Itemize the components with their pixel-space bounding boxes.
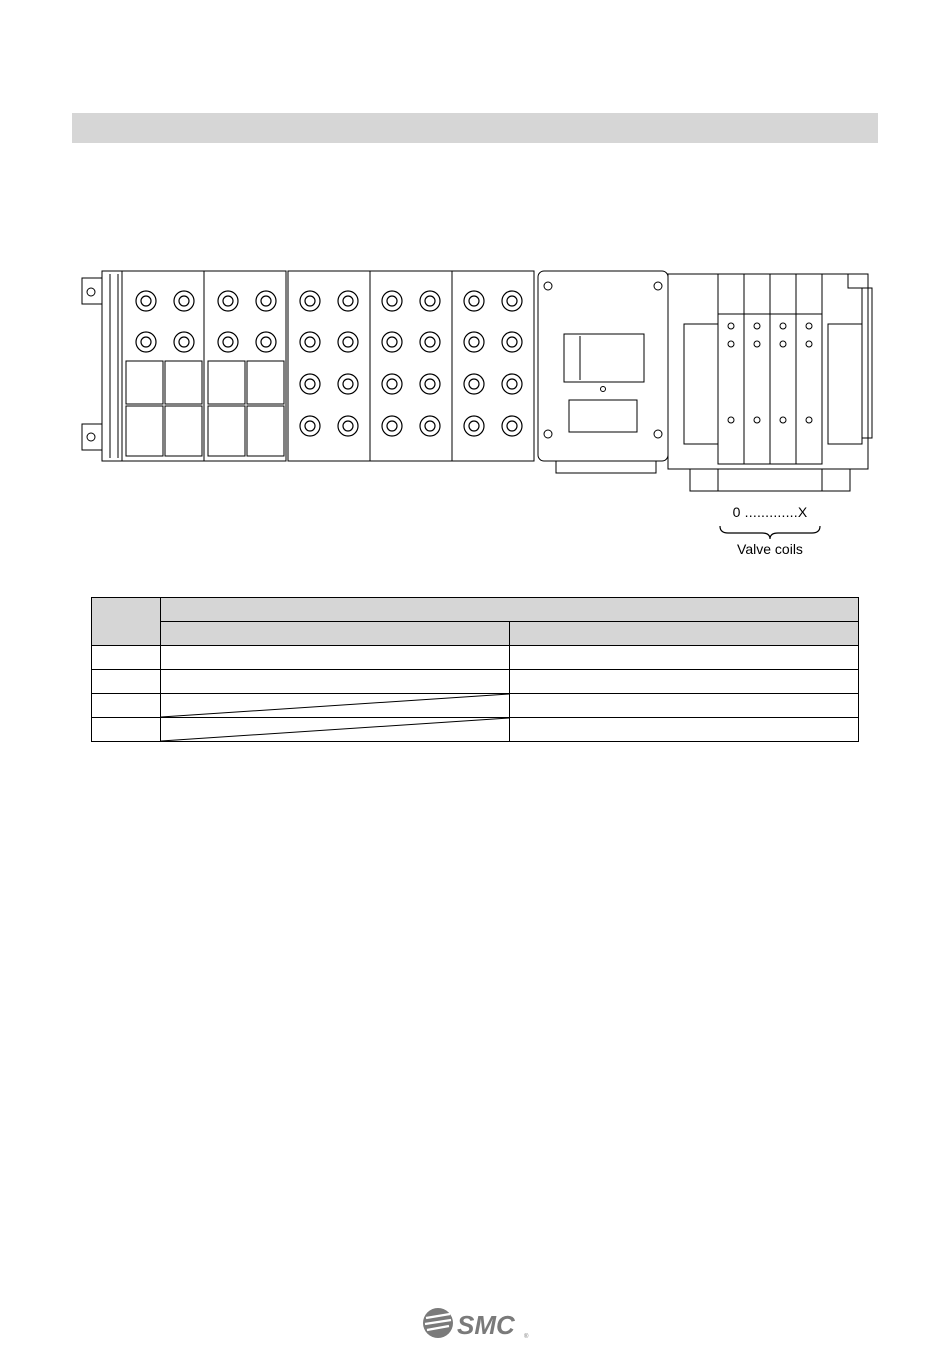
table-cell-not-applicable <box>161 718 510 742</box>
table-subheader-left <box>161 622 510 646</box>
table-group-header <box>161 598 859 622</box>
table-row <box>92 718 859 742</box>
si-unit <box>538 271 668 473</box>
io-module-2 <box>204 271 286 461</box>
table-cell <box>161 646 510 670</box>
io-mapping-table <box>91 597 859 742</box>
table-row <box>92 694 859 718</box>
section-header-bar <box>72 113 878 143</box>
smc-logo-mark-icon <box>420 1305 532 1341</box>
table-cell <box>510 718 859 742</box>
left-mount-bracket-top <box>82 278 102 304</box>
logo-registered: ® <box>524 1334 529 1340</box>
table-header-row-1 <box>92 598 859 622</box>
table-cell <box>161 670 510 694</box>
table-row-label <box>92 670 161 694</box>
table-cell <box>510 670 859 694</box>
coil-range-label: 0 .............X <box>732 504 808 520</box>
table-row-label <box>92 694 161 718</box>
table-cell <box>510 694 859 718</box>
valve-manifold <box>668 274 872 491</box>
diagonal-slash-icon <box>161 718 509 741</box>
curly-brace-icon <box>718 524 822 540</box>
diagonal-slash-icon <box>161 694 509 717</box>
io-connectors <box>136 291 522 436</box>
smc-logo <box>420 1305 532 1341</box>
valve-coils-caption: Valve coils <box>737 541 803 557</box>
table-corner-cell <box>92 598 161 646</box>
logo-text: SMC <box>457 1310 515 1340</box>
table-row-label <box>92 718 161 742</box>
left-end-plate <box>102 271 122 461</box>
table-row <box>92 646 859 670</box>
table-cell-not-applicable <box>161 694 510 718</box>
left-mount-bracket-bottom <box>82 424 102 450</box>
table-subheader-right <box>510 622 859 646</box>
valve-manifold-drawing <box>78 266 878 498</box>
table-cell <box>510 646 859 670</box>
table-header-row-2 <box>92 622 859 646</box>
io-module-1 <box>122 271 204 461</box>
table-row <box>92 670 859 694</box>
table-row-label <box>92 646 161 670</box>
